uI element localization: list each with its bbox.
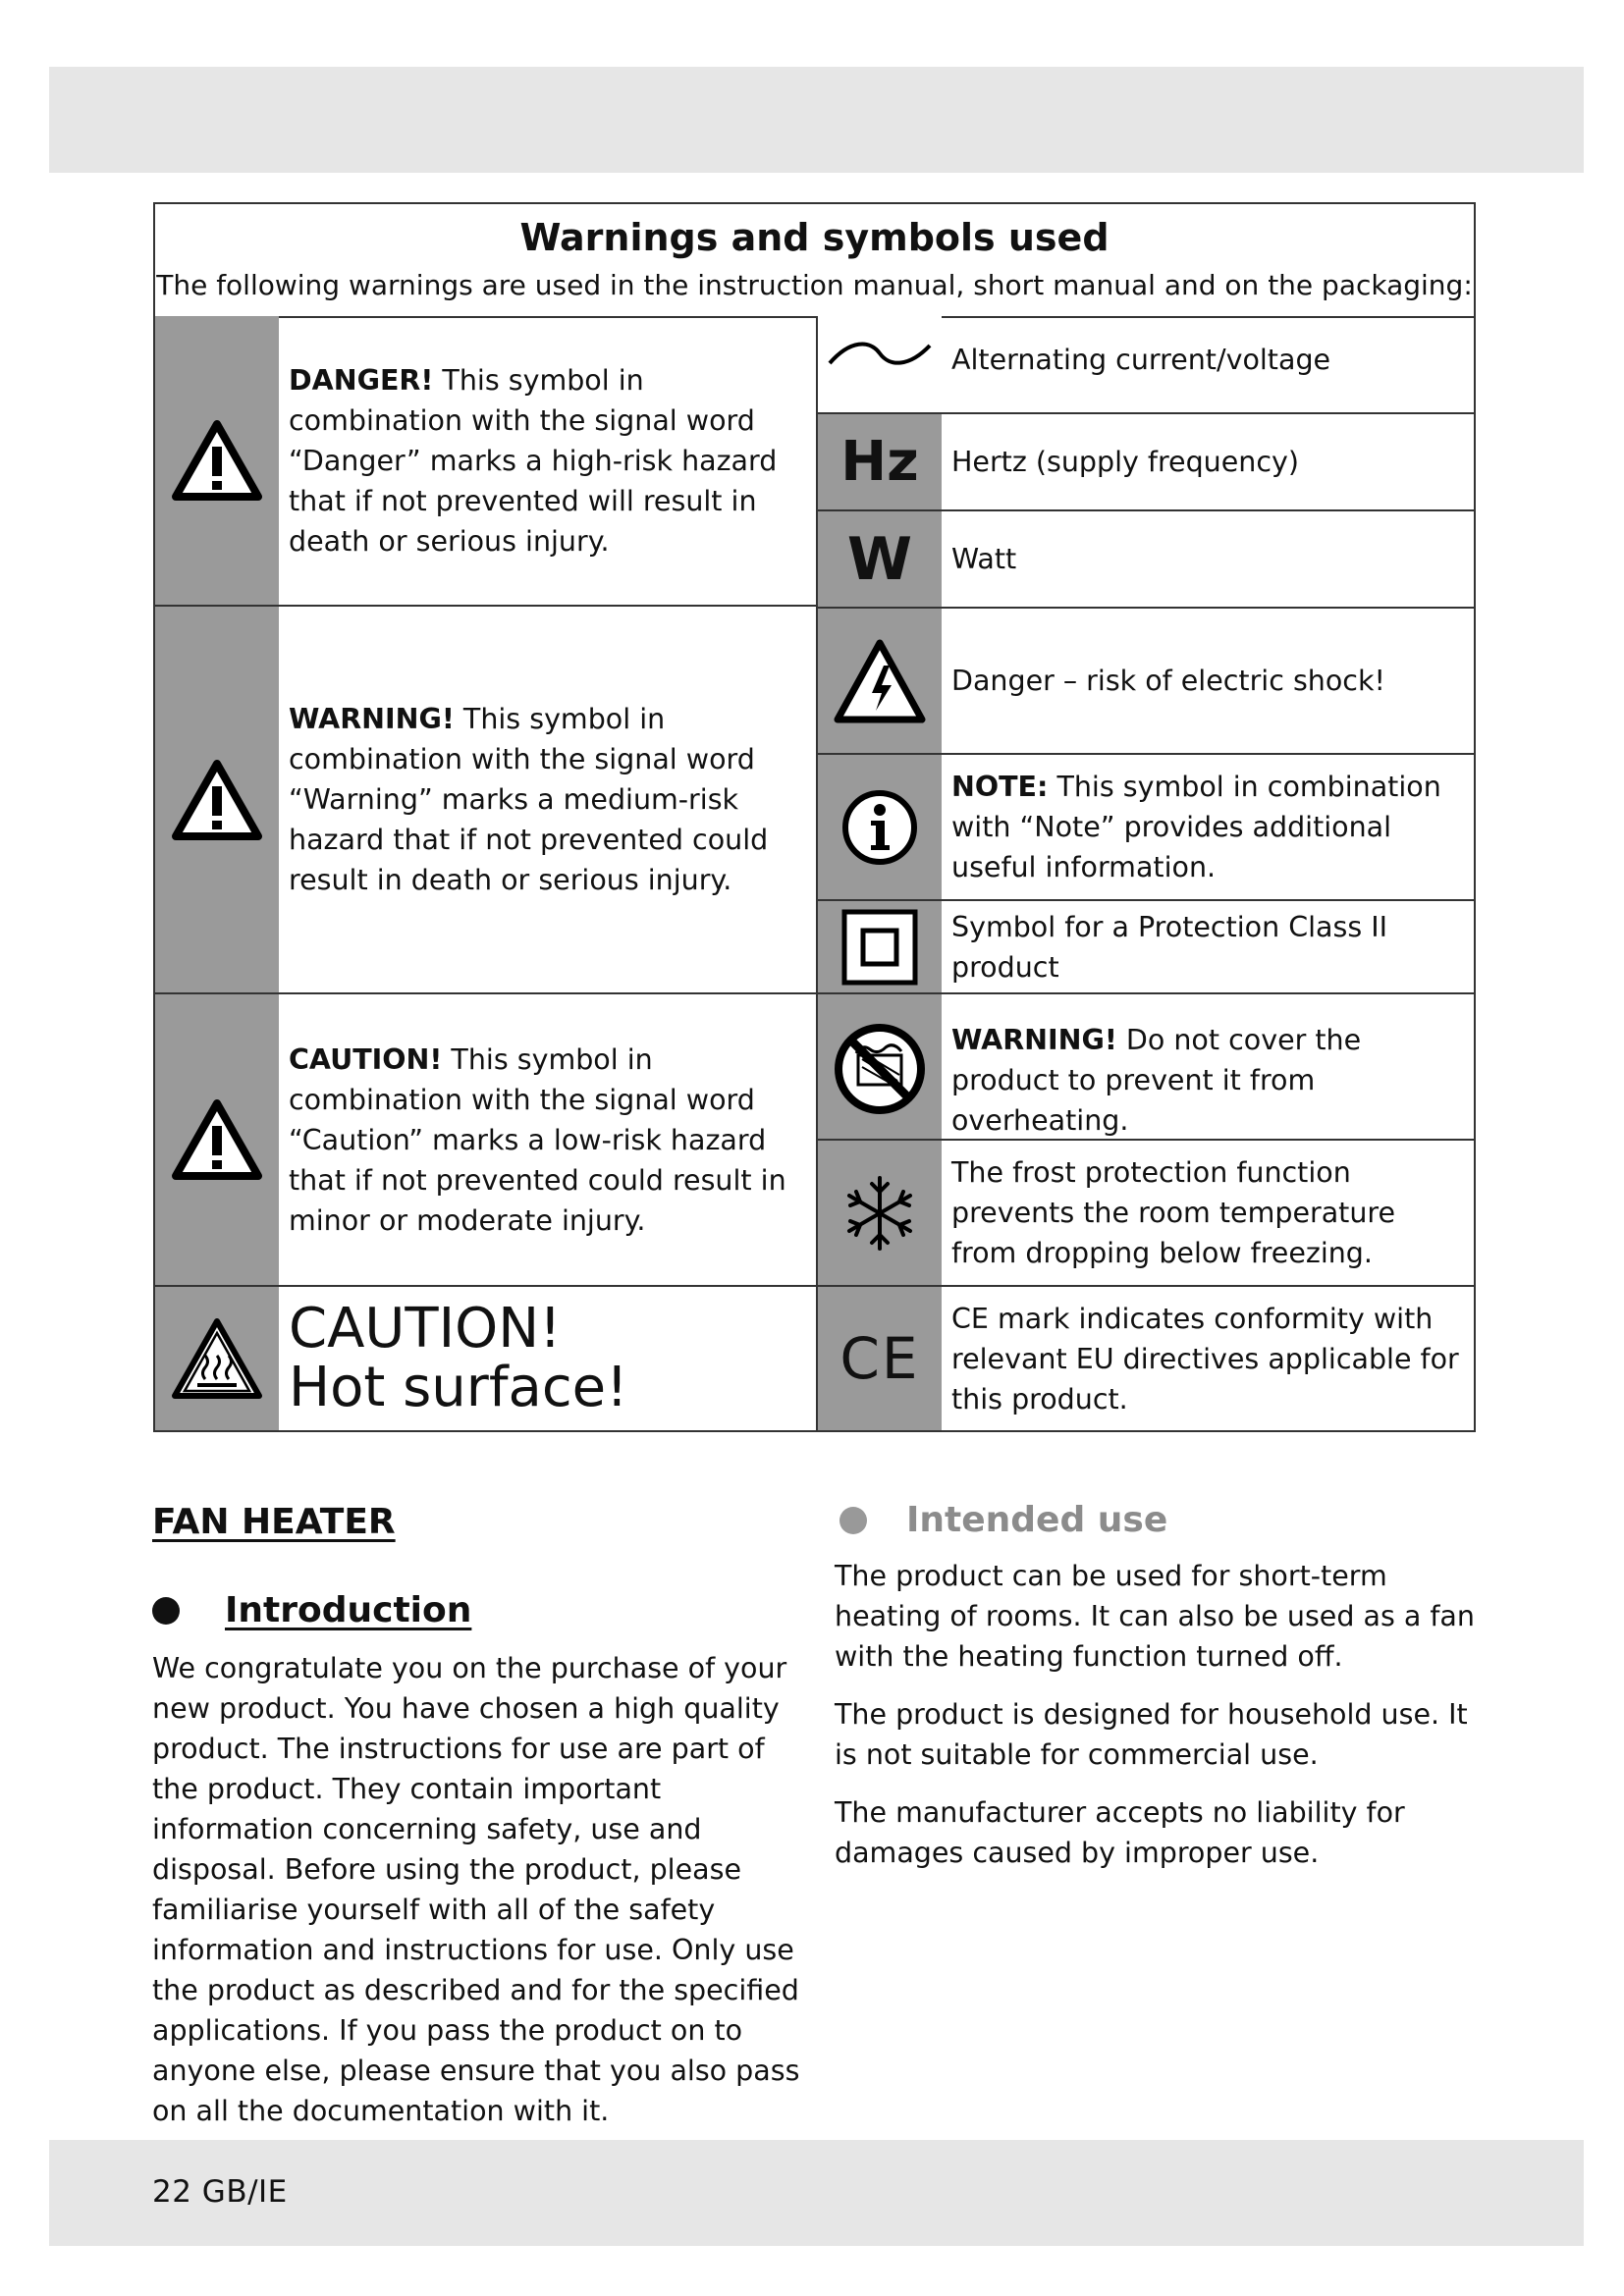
frost-text: The frost protection function prevents the room temperature from dropping below freezing. <box>951 1156 1396 1269</box>
table-subtitle: The following warnings are used in the instruction manual, short manual and on the packaging: <box>156 269 1473 301</box>
electric-shock-text: Danger – risk of electric shock! <box>951 665 1385 697</box>
danger-row <box>155 316 816 607</box>
page-number: 22 GB/IE <box>152 2174 288 2210</box>
danger-keyword: DANGER! <box>289 363 434 397</box>
hot-surface-icon <box>155 1287 279 1430</box>
note-text: This symbol in combination with “Note” provides additional useful information. <box>951 771 1441 883</box>
intended-use-paragraph: The product is designed for household use. It is not suitable for commercial use. <box>835 1698 1468 1771</box>
protection-class-text: Symbol for a Protection Class II product <box>951 910 1388 984</box>
ac-text: Alternating current/voltage <box>951 344 1331 376</box>
frost-row <box>818 1141 1474 1287</box>
ce-text: CE mark indicates conformity with relevant EU directives applicable for this product. <box>951 1302 1459 1415</box>
bullet-icon <box>152 1597 180 1625</box>
bullet-icon <box>839 1507 867 1534</box>
danger-text: This symbol in combination with the signal word “Danger” marks a high-risk hazard that if not prevented will result in death or serious injury. <box>289 363 778 558</box>
hertz-icon <box>818 414 942 509</box>
ce-symbol: CE <box>839 1325 920 1392</box>
introduction-heading <box>152 1590 471 1630</box>
danger-description <box>289 316 804 605</box>
watt-icon <box>818 511 942 607</box>
snowflake-icon <box>818 1141 942 1285</box>
hot-surface-row <box>155 1287 816 1430</box>
intended-use-heading <box>839 1500 1167 1540</box>
warning-keyword: WARNING! <box>289 703 455 735</box>
caution-text: This symbol in combination with the signal word “Caution” marks a low-risk hazard that if not prevented could result in minor or moderate injury. <box>289 1042 786 1237</box>
warning-row <box>155 607 816 994</box>
intended-use-text <box>835 1556 1488 1891</box>
introduction-text: We congratulate you on the purchase of your new product. You have chosen a high quality product. The instructions for use are part of the product. They contain important information concerning safety, use and disposal. Before using the product, please familiarise yourself with all of the safety information and instructions for use. Only use the product as described and for the specified applications. If you pass the product on to anyone else, please ensure that you also pass on all the documentation with it. <box>152 1652 800 2127</box>
info-icon <box>818 755 942 899</box>
ce-mark-icon <box>818 1287 942 1430</box>
fan-heater-heading: FAN HEATER <box>152 1502 396 1542</box>
hot-surface-description <box>289 1287 804 1430</box>
protection-class-row <box>818 901 1474 994</box>
do-not-cover-keyword: WARNING! <box>951 1024 1117 1056</box>
alternating-current-icon <box>818 316 942 412</box>
warning-triangle-icon <box>155 607 279 992</box>
note-keyword: NOTE: <box>951 771 1049 803</box>
hertz-row <box>818 414 1474 511</box>
warnings-symbols-table <box>153 202 1476 1432</box>
header-band <box>49 67 1584 173</box>
hot-surface-line1: CAUTION! <box>289 1297 562 1361</box>
caution-row <box>155 994 816 1287</box>
hertz-text: Hertz (supply frequency) <box>951 446 1299 478</box>
ac-row <box>818 316 1474 414</box>
introduction-title: Introduction <box>225 1590 472 1630</box>
do-not-cover-icon <box>818 994 942 1139</box>
warning-text: This symbol in combination with the signal word “Warning” marks a medium-risk hazard that if not prevented could result in death or serious injury. <box>289 703 769 896</box>
hertz-symbol: Hz <box>840 430 919 494</box>
protection-class-ii-icon <box>818 901 942 992</box>
caution-keyword: CAUTION! <box>289 1042 443 1076</box>
caution-description <box>289 994 804 1285</box>
table-header <box>155 204 1474 318</box>
table-title: Warnings and symbols used <box>519 216 1110 259</box>
watt-row <box>818 511 1474 609</box>
note-row <box>818 755 1474 901</box>
watt-text: Watt <box>951 543 1017 575</box>
warning-description <box>289 607 804 992</box>
watt-symbol: W <box>846 524 913 594</box>
note-description <box>951 755 1464 899</box>
intended-use-paragraph: The manufacturer accepts no liability for damages caused by improper use. <box>835 1796 1405 1869</box>
hot-surface-line2: Hot surface! <box>289 1356 628 1419</box>
ce-row <box>818 1287 1474 1430</box>
warning-triangle-icon <box>155 994 279 1285</box>
intended-use-title: Intended use <box>906 1500 1168 1540</box>
electric-shock-row <box>818 609 1474 755</box>
warning-triangle-icon <box>155 316 279 605</box>
do-not-cover-text: Do not cover the product to prevent it from overheating. <box>951 1024 1362 1137</box>
do-not-cover-description <box>951 994 1464 1139</box>
electric-shock-icon <box>818 609 942 753</box>
intended-use-paragraph: The product can be used for short-term heating of rooms. It can also be used as a fan with the heating function turned off. <box>835 1560 1475 1673</box>
do-not-cover-row <box>818 994 1474 1141</box>
